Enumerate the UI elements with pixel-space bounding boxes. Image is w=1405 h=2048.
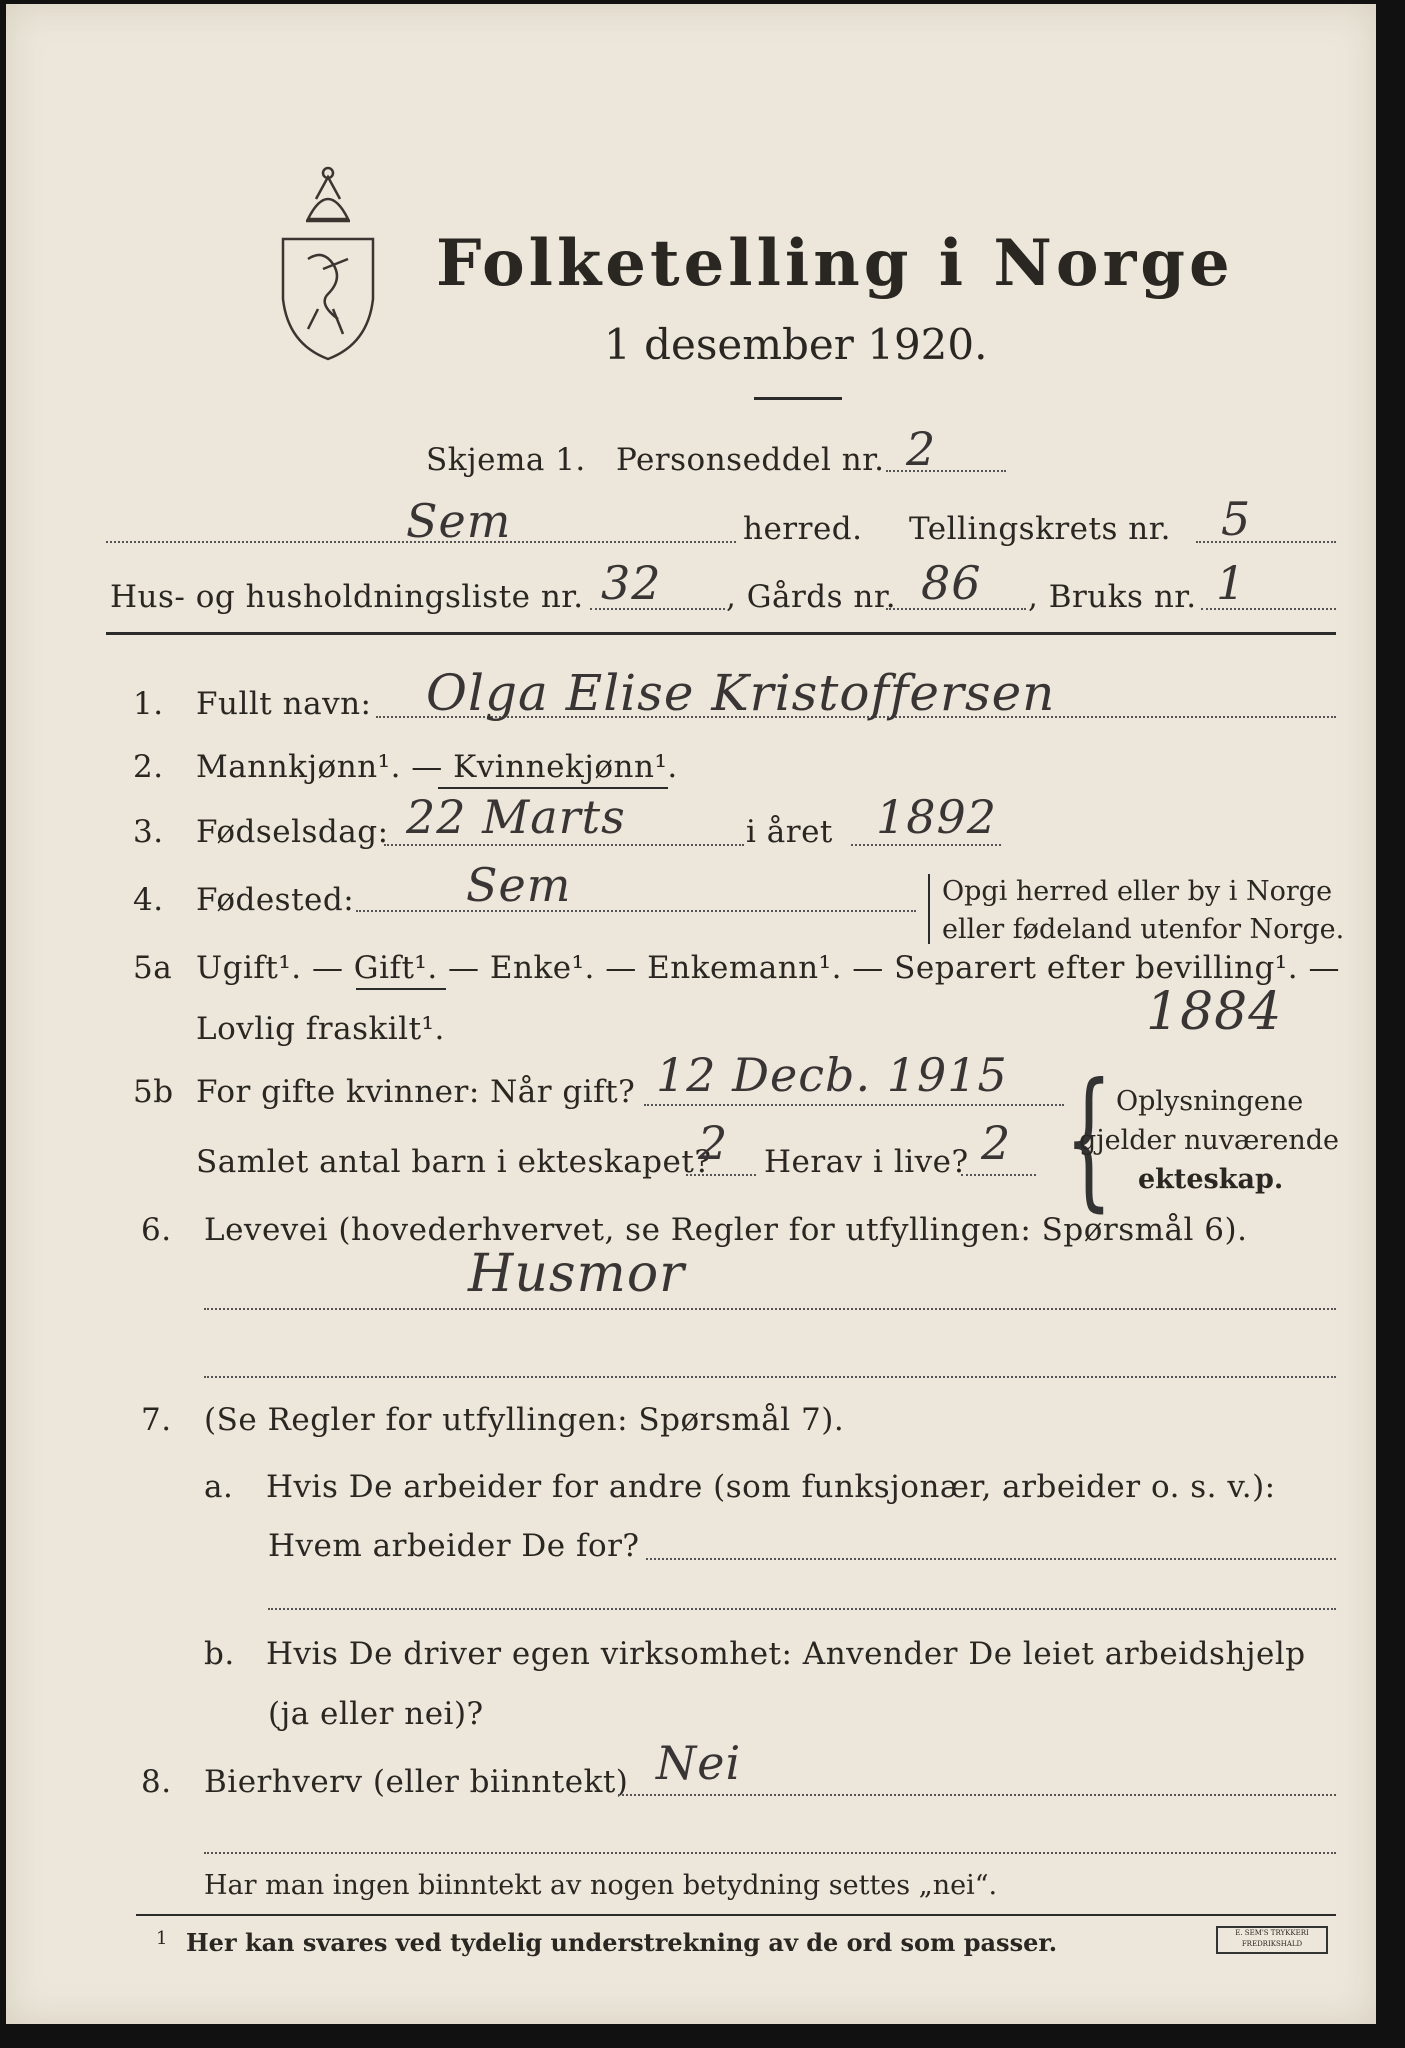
q1-label: Fullt navn: <box>196 686 372 722</box>
side-income-value: Nei <box>656 1736 742 1790</box>
footer-divider <box>136 1914 1336 1916</box>
q5a-number: 5a <box>133 950 173 986</box>
q7b-label: Hvis De driver egen virksomhet: Anvender De leiet arbeidshjelp <box>266 1636 1306 1672</box>
gards-value: 86 <box>921 556 982 610</box>
gift-underline <box>356 988 446 990</box>
children-total-value: 2 <box>698 1116 729 1170</box>
birthplace-value: Sem <box>466 858 572 912</box>
q3-year-label: i året <box>746 814 833 850</box>
q6-number: 6. <box>141 1212 172 1248</box>
footnote-text: Her kan svares ved tydelig understrekning av de ord som passer. <box>186 1928 1058 1957</box>
hus-value: 32 <box>601 556 662 610</box>
q7-label: (Se Regler for utfyllingen: Spørsmål 7). <box>204 1402 845 1438</box>
footer-note: Har man ingen biinntekt av nogen betydning settes „nei“. <box>204 1870 998 1901</box>
q2-label: Mannkjønn¹. — Kvinnekjønn¹. <box>196 749 678 785</box>
q7a-label: Hvis De arbeider for andre (som funksjonær, arbeider o. s. v.): <box>266 1469 1276 1505</box>
skjema-label: Skjema 1. <box>426 442 586 478</box>
q5b-note-1: Oplysningene <box>1116 1086 1304 1117</box>
q8-number: 8. <box>141 1764 172 1800</box>
q4-note-2: eller fødeland utenfor Norge. <box>942 914 1345 945</box>
q2-number: 2. <box>133 749 164 785</box>
q7a-letter: a. <box>204 1469 234 1505</box>
q4-number: 4. <box>133 882 164 918</box>
q5a-label: Ugift¹. — Gift¹. — Enke¹. — Enkemann¹. — Separert efter bevilling¹. — <box>196 950 1340 986</box>
birthday-value: 22 Marts <box>406 790 626 844</box>
tellingskrets-label: Tellingskrets nr. <box>909 511 1171 547</box>
occupation-value: Husmor <box>468 1244 685 1304</box>
children-alive-value: 2 <box>981 1116 1012 1170</box>
q5b-note-2: gjelder nuværende <box>1079 1125 1339 1156</box>
hus-label: Hus- og husholdningsliste nr. <box>110 579 584 615</box>
q7-number: 7. <box>141 1402 172 1438</box>
tellingskrets-value: 5 <box>1221 492 1252 546</box>
marriage-date-value: 12 Decb. 1915 <box>656 1048 1008 1102</box>
q7b-label-2: (ja eller nei)? <box>268 1696 484 1732</box>
footnote-mark: 1 <box>156 1928 168 1949</box>
q7b-letter: b. <box>204 1636 235 1672</box>
q3-number: 3. <box>133 814 164 850</box>
bruks-value: 1 <box>1216 556 1247 610</box>
q5b-label: For gifte kvinner: Når gift? <box>196 1074 636 1110</box>
herred-value: Sem <box>406 494 512 548</box>
q8-label: Bierhverv (eller biinntekt) <box>204 1764 629 1800</box>
form-date: 1 desember 1920. <box>604 320 988 369</box>
form-title: Folketelling i Norge <box>436 226 1234 301</box>
q6-label: Levevei (hovederhvervet, se Regler for utfyllingen: Spørsmål 6). <box>204 1212 1248 1248</box>
q5b-barn-label: Samlet antal barn i ekteskapet? <box>196 1144 712 1180</box>
census-form <box>6 4 1376 2024</box>
q1-number: 1. <box>133 686 164 722</box>
title-divider <box>754 397 842 400</box>
printer-stamp: E. SEM'S TRYKKERI FREDRIKSHALD <box>1216 1926 1328 1954</box>
q5a-label-2: Lovlig fraskilt¹. <box>196 1011 445 1047</box>
kvinnekjonn-underline <box>438 787 668 789</box>
q5b-number: 5b <box>133 1074 174 1110</box>
q5b-live-label: Herav i live? <box>764 1144 969 1180</box>
brace-5b: { <box>1064 1052 1113 1226</box>
q5b-note-3: ekteskap. <box>1138 1164 1284 1195</box>
coat-of-arms-icon <box>268 159 388 369</box>
q4-label: Fødested: <box>196 882 355 918</box>
margin-note-1884: 1884 <box>1146 982 1283 1042</box>
birth-year-value: 1892 <box>876 790 998 844</box>
header-divider <box>106 632 1336 635</box>
personseddel-label: Personseddel nr. <box>616 442 885 478</box>
full-name-value: Olga Elise Kristoffersen <box>426 664 1056 722</box>
herred-label: herred. <box>743 511 863 547</box>
gards-label: , Gårds nr. <box>726 579 897 615</box>
q3-label: Fødselsdag: <box>196 814 389 850</box>
bruks-label: , Bruks nr. <box>1028 579 1197 615</box>
q7a-label-2: Hvem arbeider De for? <box>268 1528 640 1564</box>
personseddel-value: 2 <box>906 422 937 476</box>
q4-note-1: Opgi herred eller by i Norge <box>942 876 1333 907</box>
